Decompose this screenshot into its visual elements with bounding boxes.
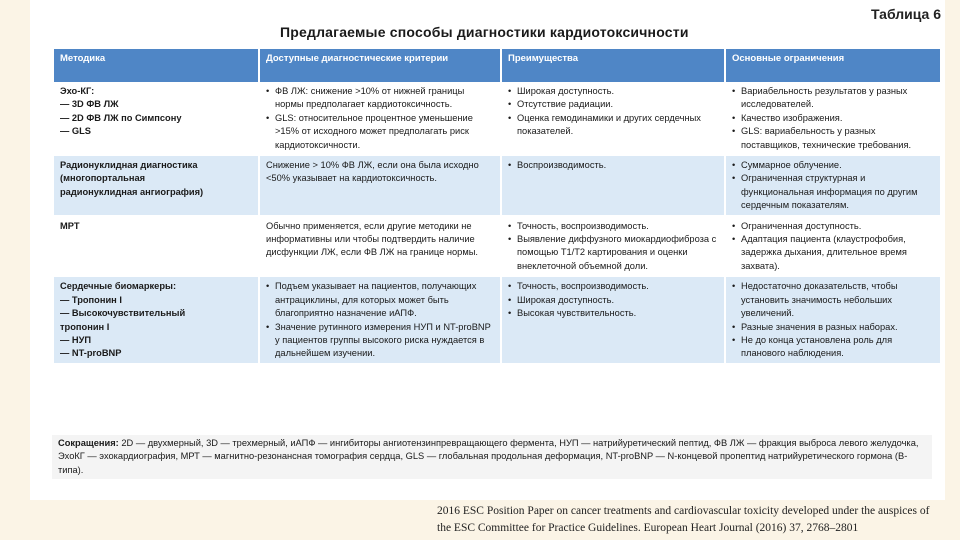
advantage-item: • Высокая чувствительность. (508, 307, 719, 320)
criteria-item: • Подъем указывает на пациентов, получающих антрациклины, для которых может быть благоприятно назначение иАПФ. (266, 280, 495, 320)
method-cell (54, 156, 258, 217)
method-cell (54, 217, 258, 278)
criteria-item: Обычно применяется, если другие методики не информативны или чтобы подтвердить наличие дисфункции ЛЖ, если ФВ ЛЖ на границе нормы. (266, 220, 478, 258)
limitation-item: • Качество изображения. (732, 112, 935, 125)
limitations-cell (726, 156, 940, 217)
advantage-item: • Оценка гемодинамики и других сердечных показателей. (508, 112, 719, 139)
criteria-item: • GLS: относительное процентное уменьшение >15% от исходного может предполагать риск кардиотоксичности. (266, 112, 495, 152)
advantages-cell (502, 277, 724, 364)
limitation-item: • Адаптация пациента (клаустрофобия, задержка дыхания, длительное время захвата). (732, 233, 935, 273)
advantages-list (508, 280, 719, 320)
advantage-item: • Отсутствие радиации. (508, 98, 719, 111)
method-line: — Высокочувствительный (60, 308, 186, 319)
limitation-item: • Разные значения в разных наборах. (732, 321, 935, 334)
limitations-cell (726, 217, 940, 278)
abbreviations-label: Сокращения: (58, 438, 119, 448)
advantage-item: • Точность, воспроизводимость. (508, 220, 719, 233)
criteria-cell (260, 82, 500, 156)
limitations-list (732, 159, 935, 213)
header-method: Методика (54, 49, 258, 82)
criteria-list (266, 280, 495, 360)
method-line: (многопортальная (60, 173, 146, 184)
limitation-item: • Ограниченная структурная и функциональная информация по другим сердечным показателям. (732, 172, 935, 212)
limitations-list (732, 85, 935, 152)
method-cell (54, 82, 258, 156)
header-limitations: Основные ограничения (726, 49, 940, 82)
method-line: — 3D ФВ ЛЖ (60, 99, 119, 110)
limitation-item: • GLS: вариабельность у разных поставщиков, технические требования. (732, 125, 935, 152)
limitation-item: • Не до конца установлена роль для планового наблюдения. (732, 334, 935, 361)
advantages-cell (502, 82, 724, 156)
table-title: Предлагаемые способы диагностики кардиотоксичности (280, 24, 689, 40)
header-criteria: Доступные диагностические критерии (260, 49, 500, 82)
method-line: МРТ (60, 220, 80, 231)
method-line: — НУП (60, 334, 92, 345)
table-number-label: Таблица 6 (870, 6, 941, 22)
source-citation: 2016 ESC Position Paper on cancer treatments and cardiovascular toxicity developed under the auspices of the ESC Committee for Practice Guidelines. European Heart Journal (2016) 37, 2768–2801 (437, 505, 930, 534)
criteria-cell (260, 156, 500, 217)
criteria-item: Снижение > 10% ФВ ЛЖ, если она была исходно <50% указывает на кардиотоксичность. (266, 160, 479, 184)
method-line: радионуклидная ангиография) (60, 186, 204, 197)
slide (30, 0, 945, 500)
criteria-cell (260, 277, 500, 364)
limitations-list (732, 280, 935, 360)
criteria-cell (260, 217, 500, 278)
limitations-list (732, 220, 935, 274)
advantage-item: • Широкая доступность. (508, 85, 719, 98)
limitation-item: • Суммарное облучение. (732, 159, 935, 172)
advantages-cell (502, 217, 724, 278)
advantage-item: • Точность, воспроизводимость. (508, 280, 719, 293)
method-line: — NT-proBNP (60, 348, 122, 359)
limitations-cell (726, 277, 940, 364)
method-line: тропонин I (60, 321, 110, 332)
criteria-list (266, 85, 495, 152)
abbreviations-text: 2D — двухмерный, 3D — трехмерный, иАПФ — ингибиторы ангиотензинпревращающего фермента, НУП — натрийуретический пептид, ФВ ЛЖ — фракция выброса левого желудочка, ЭхоКГ — эхокардиография, МРТ — магнитно-резонансная томография сердца, GLS — глобальная продольная деформация, NT-proBNP — N-концевой пропептид натрийуретического гормона (B-типа). (58, 438, 919, 475)
table-row (54, 277, 940, 364)
limitation-item: • Вариабельность результатов у разных исследователей. (732, 85, 935, 112)
advantages-list (508, 85, 719, 139)
table-row (54, 82, 940, 156)
advantage-item: • Воспроизводимость. (508, 159, 719, 172)
advantages-cell (502, 156, 724, 217)
table-row (54, 156, 940, 217)
abbreviations-note (52, 435, 932, 479)
advantages-list (508, 159, 719, 172)
method-line: Эхо-КГ: (60, 86, 95, 96)
advantages-list (508, 220, 719, 274)
method-cell (54, 277, 258, 364)
table-row (54, 217, 940, 278)
method-line: — GLS (60, 126, 91, 137)
criteria-item: • Значение рутинного измерения НУП и NT-proBNP у пациентов группы высокого риска нуждается в дальнейшем изучении. (266, 321, 495, 361)
method-line: — Тропонин I (60, 294, 122, 305)
method-line: — 2D ФВ ЛЖ по Симпсону (60, 112, 182, 123)
limitation-item: • Недостаточно доказательств, чтобы установить значимость небольших увеличений. (732, 280, 935, 320)
criteria-item: • ФВ ЛЖ: снижение >10% от нижней границы нормы предполагает кардиотоксичность. (266, 85, 495, 112)
limitations-cell (726, 82, 940, 156)
header-advantages: Преимущества (502, 49, 724, 82)
method-line: Сердечные биомаркеры: (60, 281, 177, 292)
method-line: Радионуклидная диагностика (60, 160, 198, 171)
table-header-row (54, 49, 940, 82)
limitation-item: • Ограниченная доступность. (732, 220, 935, 233)
advantage-item: • Широкая доступность. (508, 294, 719, 307)
advantage-item: • Выявление диффузного миокардиофиброза с помощью T1/T2 картирования и оценки внеклеточной объемной доли. (508, 233, 719, 273)
diagnostics-table (52, 49, 942, 365)
